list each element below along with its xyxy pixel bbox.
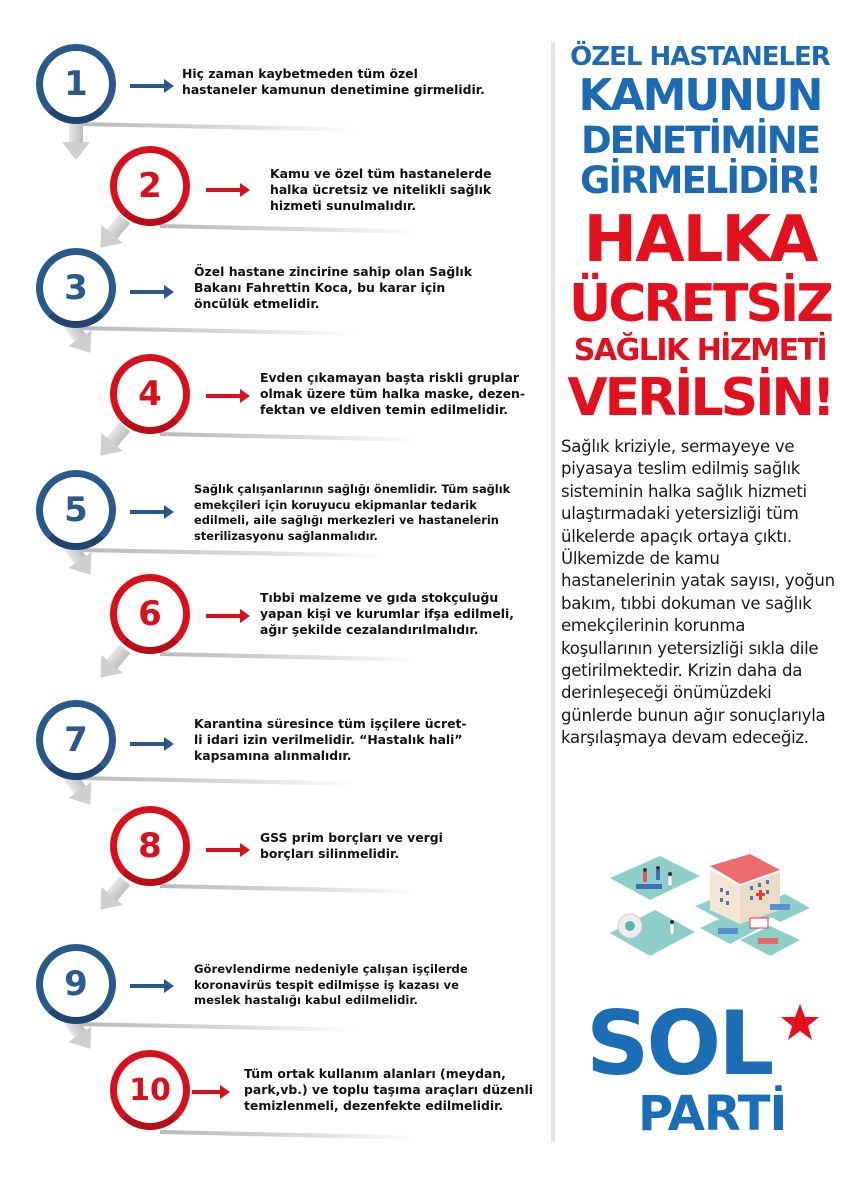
step-text: Kamu ve özel tüm hastanelerde halka ücretsiz ve nitelikli sağlık hizmeti sunulmalıdır. [270,166,492,213]
step-number-badge: 7 [36,700,116,780]
shadow-divider [78,548,388,558]
shadow-divider [78,776,358,786]
shadow-divider [160,432,420,442]
step-text: Tüm ortak kullanım alanları (meydan, park,vb.) ve toplu taşıma araçları düzenli temizlenmeli, dezenfekte edilmelidir. [244,1066,533,1113]
step-number-badge: 8 [110,806,190,886]
step-number-badge: 1 [36,44,116,124]
step-number-badge: 5 [36,470,116,550]
headline-red-line-4: VERİLSİN! [567,368,833,428]
arrow-right-icon [206,848,242,852]
shadow-divider [78,326,358,336]
headline-blue-line-4: GİRMELİDİR! [580,159,820,202]
star-icon [780,1002,820,1042]
step-number-badge: 6 [110,574,190,654]
shadow-divider [78,1022,358,1032]
sol-parti-logo [580,992,820,1150]
step-4 [0,352,540,472]
arrow-right-icon [206,614,242,618]
step-number-badge: 10 [110,1050,190,1130]
arrow-right-icon [130,742,166,746]
step-text: Görevlendirme nedeniyle çalışan işçilerde koronavirüs tespit edilmişse iş kazası ve meslek hastalığı kabul edilmelidir. [194,962,468,1007]
logo-parti-text: PARTİ [638,1086,787,1142]
arrow-right-icon [130,984,166,988]
step-7 [0,698,540,818]
headline-blue-line-3: DENETİMİNE [580,119,820,162]
step-text: Sağlık çalışanlarının sağlığı önemlidir. Tüm sağlık emekçileri için koruyucu ekipmanlar tedarik edilmeli, aile sağlığı merkezleri ve hastanelerin sterilizasyonu sağlanmalıdır. [194,482,511,543]
arrow-right-icon [130,84,166,88]
step-text: Hiç zaman kaybetmeden tüm özel hastaneler kamunun denetimine girmelidir. [182,66,485,97]
arrow-right-icon [130,510,166,514]
shadow-divider [78,122,358,132]
step-number-badge: 2 [110,146,190,226]
column-divider [551,42,555,1142]
arrow-right-icon [206,394,242,398]
step-9 [0,942,540,1062]
hospital-illustration [600,848,810,968]
shadow-divider [160,224,420,234]
step-number-badge: 9 [36,944,116,1024]
step-2 [0,144,540,264]
step-10 [0,1048,540,1168]
arrow-down-icon [62,122,90,162]
headline-red-line-2: ÜCRETSİZ [569,274,831,334]
step-number-badge: 3 [36,248,116,328]
step-6 [0,572,540,692]
arrow-right-icon [130,290,166,294]
shadow-divider [160,1130,420,1140]
logo-sol-text: SOL [586,992,772,1095]
step-8 [0,806,540,926]
headline-blue-line-2: KAMUNUN [578,70,822,121]
step-text: GSS prim borçları ve vergi borçları silinmelidir. [260,830,443,861]
headline-red-line-1: HALKA [583,203,817,277]
shadow-divider [160,884,420,894]
hospital-isometric-illustration-icon [600,848,810,968]
step-number-badge: 4 [110,354,190,434]
step-3 [0,248,540,368]
headline-red-line-3: SAĞLIK HİZMETİ [573,333,827,368]
arrow-right-icon [206,188,242,192]
step-text: Karantina süresince tüm işçilere ücret- li idari izin verilmelidir. “Hastalık hali” kapsamına alınmalıdır. [194,716,467,763]
body-paragraph: Sağlık kriziyle, sermayeye ve piyasaya teslim edilmiş sağlık sisteminin halka sağlık hizmeti ulaştırmadaki yetersizliği tüm ülkelerde apaçık ortaya çıktı. Ülkemizde de kamu hastanelerinin yatak sayısı, yoğun bakım, tıbbi dokuman ve sağlık emekçilerinin korunma koşullarının yetersizliği sıkla dile getirilmektedir. Krizin daha da derinleşeceği önümüzdeki günlerde bunun ağır sonuçlarıyla karşılaşmaya devam edeceğiz. [561,437,835,748]
step-5 [0,468,540,588]
step-text: Evden çıkamayan başta riskli gruplar olmak üzere tüm halka maske, dezen- fektan ve eldiven temin edilmelidir. [260,370,525,417]
step-text: Özel hastane zincirine sahip olan Sağlık Bakanı Fahrettin Koca, bu karar için öncülük etmelidir. [194,264,472,311]
arrow-right-icon [192,1090,222,1094]
shadow-divider [160,652,420,662]
headline-blue-line-1: ÖZEL HASTANELER [570,42,830,72]
step-text: Tıbbi malzeme ve gıda stokçuluğu yapan kişi ve kurumlar ifşa edilmeli, ağır şekilde cezalandırılmalıdır. [260,590,514,637]
